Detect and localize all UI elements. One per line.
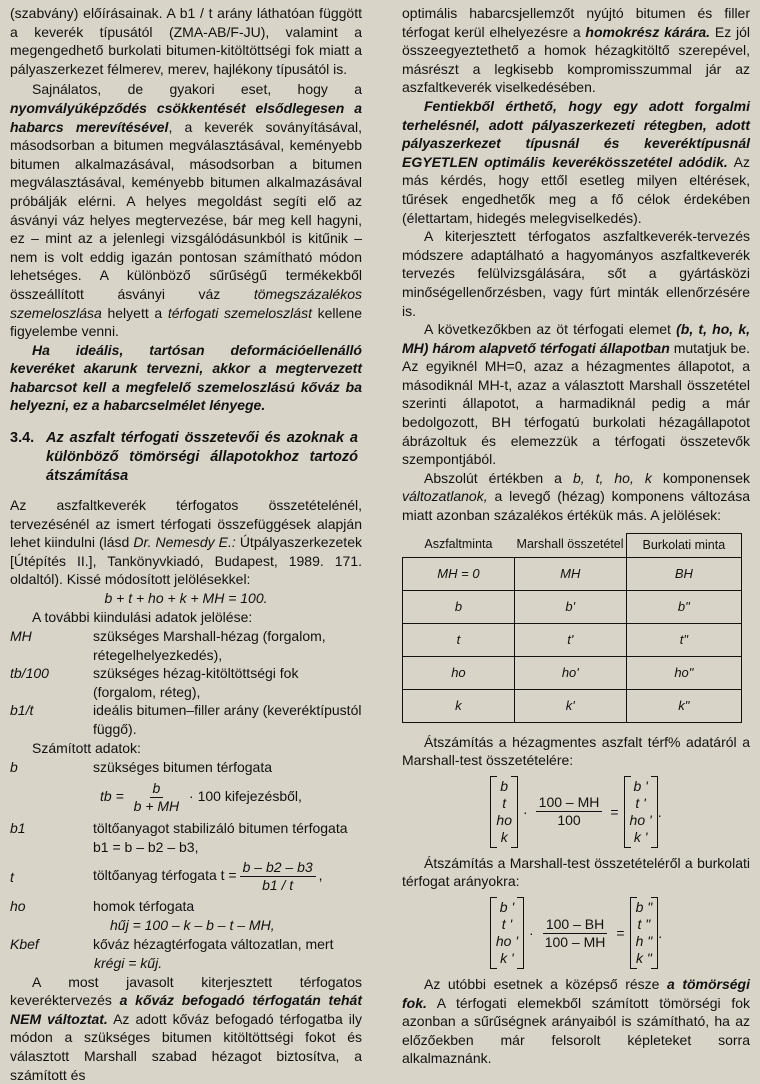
fraction: $\frac{b}{b + MH}$ xyxy=(133,780,180,815)
table-row xyxy=(403,590,742,623)
table-header: Aszfaltminta xyxy=(424,537,493,552)
table-header: Marshall összetétel xyxy=(516,537,624,552)
paragraph: A most javasolt kiterjesztett térfogatos keveréktervezés a kőváz befogadó térfogatán tehát NEM változtat. Az adott kőváz befogadó térfogatba ily módon a szükséges bitumen kitöltöttségi fokot és választott Marshall szabad hézagot biztosítva, a számított és xyxy=(10,973,362,1083)
definition-row: tb/100 szükséges hézag-kitöltöttségi fok (forgalom, réteg), xyxy=(10,665,299,700)
paragraph: Az utóbbi esetnek a középső része a tömörségi fok. A térfogati elemekből számított tömörségi fok azonban a sűrűségnek arányaiból is számítható, ha az előzőekben már felsorolt képleteket sorra alkalmaznánk. xyxy=(402,976,750,1067)
definition-row: Kbef kőváz hézagtérfogata változatlan, mert xyxy=(10,935,334,952)
table-cell: MH = 0 xyxy=(403,557,515,590)
fraction: $\frac{100 - MH}{100}$ xyxy=(536,794,603,829)
left-column xyxy=(10,4,362,1084)
paragraph: optimális habarcsjellemzőt nyújtó bitumen és filler térfogat kerül elhelyezésre a homokrész kárára. Ez jól összeegyeztethető a homok hézagkitöltő szerepével, másrészt a legkisebb kompromisszummal jár az aszfaltkeverék viselkedésében. xyxy=(402,5,751,96)
paragraph: A kiterjesztett térfogatos aszfaltkeverék-tervezés módszere adaptálható a hagyományos aszfaltkeverék tervezés felülvizsgálására, sőt a gyártásközi minőségellenőrzésben, vagy fúrt minták ellenőrzésére is. xyxy=(402,228,750,319)
matrix-equation: b t ho k · $\frac{100 - MH}{100}$ = b ' t ' ho ' k ' . xyxy=(402,776,750,848)
paragraph: Az aszfaltkeverék térfogatos összetételénél, tervezésénél az ismert térfogati összefüggések alapján lehet kiindulni (lásd Dr. Nemesdy E.: Útpályaszerkezetek [Útépítés II.], Tankönyvkiadó, Budapest, 1989. 171. oldaltól). Kissé módosított jelölésekkel: xyxy=(10,497,362,588)
table-cell: t" xyxy=(626,623,741,656)
table-row xyxy=(403,623,742,656)
table-row xyxy=(403,689,742,722)
fraction: $\frac{b - b2 - b3}{b1 / t}$ xyxy=(240,859,316,894)
table-cell: b xyxy=(403,590,515,623)
table-cell: ho xyxy=(403,656,515,689)
definition-row: b1/t ideális bitumen–filler arány (keveréktípustól függő). xyxy=(10,702,362,737)
section-heading: 3.4. Az aszfalt térfogati összetevői és azoknak a különböző tömörségi állapotokhoz tartozó átszámítása xyxy=(10,430,358,485)
definition-row: ho homok térfogata xyxy=(10,898,195,915)
vector: b ' t ' ho ' k ' xyxy=(624,776,658,848)
table-row xyxy=(403,557,742,590)
vector: b t ho k xyxy=(490,776,518,848)
vector: b " t " h " k " xyxy=(630,897,659,969)
table-cell: b' xyxy=(514,590,626,623)
table-row xyxy=(403,656,742,689)
paragraph: Átszámítás a Marshall-test összetételéről a burkolati térfogat arányokra: xyxy=(402,854,750,890)
table-cell: t' xyxy=(514,623,626,656)
formula: hűj = 100 – k – b – t – MH, xyxy=(110,916,275,933)
table-cell: ho' xyxy=(514,656,626,689)
definition-row: t töltőanyag térfogata t = $\frac{b - b2 - b3}{b1 / t}$ , xyxy=(10,859,323,894)
right-column xyxy=(402,4,750,1068)
table-cell: ho" xyxy=(626,656,741,689)
subheading: A további kiindulási adatok jelölése: xyxy=(32,609,253,626)
subheading: Számított adatok: xyxy=(32,739,141,756)
paragraph: Átszámítás a hézagmentes aszfalt térf% adatáról a Marshall-test összetételére: xyxy=(402,733,750,769)
definition-row: MH szükséges Marshall-hézag (forgalom, rétegelhelyezkedés), xyxy=(10,628,326,663)
paragraph-emphasis: Ha ideális, tartósan deformációellenálló keveréket akarunk tervezni, akkor a megtervezett habarcsot kell a megfelelő szemeloszlású kőváz ba helyezni, ez a habarcselmélet lényege. xyxy=(10,341,362,414)
table-cell: k" xyxy=(626,689,741,722)
definition-row: b1 töltőanyagot stabilizáló bitumen térfogata b1 = b – b2 – b3, xyxy=(10,820,348,855)
table-cell: t xyxy=(403,623,515,656)
paragraph: Abszolút értékben a b, t, ho, k komponensek változatlanok, a levegő (hézag) komponens változása miatt azonban százalékos értékük más. A jelölések: xyxy=(402,469,750,524)
equation: b + t + ho + k + MH = 100. xyxy=(104,590,268,607)
paragraph: (szabvány) előírásainak. A b1 / t arány láthatóan függött a keverék típusától (ZMA-AB/F-JU), valamint a megengedhető burkolati bitumen-kitöltöttségi fok miatt a pályaszerkezet félmerev, merev, hajlékony típusától is. xyxy=(10,5,362,77)
formula: krégi = kűj. xyxy=(94,954,163,971)
table-cell: BH xyxy=(626,557,741,590)
definition-row: b szükséges bitumen térfogata xyxy=(10,758,272,775)
formula: tb = $\frac{b}{b + MH}$ · 100 kifejezésből, xyxy=(100,780,302,815)
matrix-equation: b ' t ' ho ' k ' · $\frac{100 - BH}{100 - MH}$ = b " t " h " k " . xyxy=(402,897,750,969)
table-cell: MH xyxy=(514,557,626,590)
vector: b ' t ' ho ' k ' xyxy=(490,897,524,969)
notation-table xyxy=(402,533,742,723)
paragraph: A következőkben az öt térfogati elemet (b, t, ho, k, MH) három alapvető térfogati állapotban mutatjuk be. Az egyiknél MH=0, azaz a hézagmentes állapotot, a másodiknál MH-t, azaz a választott Marshall összetétel szerinti állapotot, a harmadiknál pedig a már bedolgozott, BH térfogatú burkolati hézagállapotot ábrázoltuk és elemezzük a térfogati összetevők szempontjából. xyxy=(402,321,751,468)
paragraph: Sajnálatos, de gyakori eset, hogy a nyomvályúképződés csökkentését elsődlegesen a habarcs merevítésével, a keverék soványításával, másodsorban a bitumen megválasztásával, keményebb bitumen alkalmazásával, másodsorban a bitumen megválasztásával, keményebb bitumen alkalmazásával próbálják elérni. A helyes megoldást segíti elő az ásványi váz helyes megtervezése, bár meg kell hagyni, ez – mint az a jelenlegi vizsgálódásunkból is kitűnik – nem is volt eddig igazán pontosan számítható módon lehetséges. A különböző sűrűségű termékekből összeállított ásványi váz tömegszázalékos szemeloszlása helyett a térfogati szemeloszlást kellene figyelembe venni. xyxy=(10,81,362,340)
paragraph: Fentiekből érthető, hogy egy adott forgalmi terhelésnél, adott pályaszerkezeti rétegben, adott pályaszerkezet típusnál és keveréktípusnál EGYETLEN optimális keverékösszetétel adódik. Az más kérdés, hogy ettől esetleg milyen eltérések, tűrések engedhetők meg a fő célok érdekében (élettartam, hidegés melegviselkedés). xyxy=(402,97,750,226)
table-cell: b" xyxy=(626,590,741,623)
table-cell: k' xyxy=(514,689,626,722)
table-header-row xyxy=(403,533,742,557)
table-cell: k xyxy=(403,689,515,722)
table-header: Burkolati minta xyxy=(626,533,741,557)
fraction: $\frac{100 - BH}{100 - MH}$ xyxy=(544,915,606,950)
